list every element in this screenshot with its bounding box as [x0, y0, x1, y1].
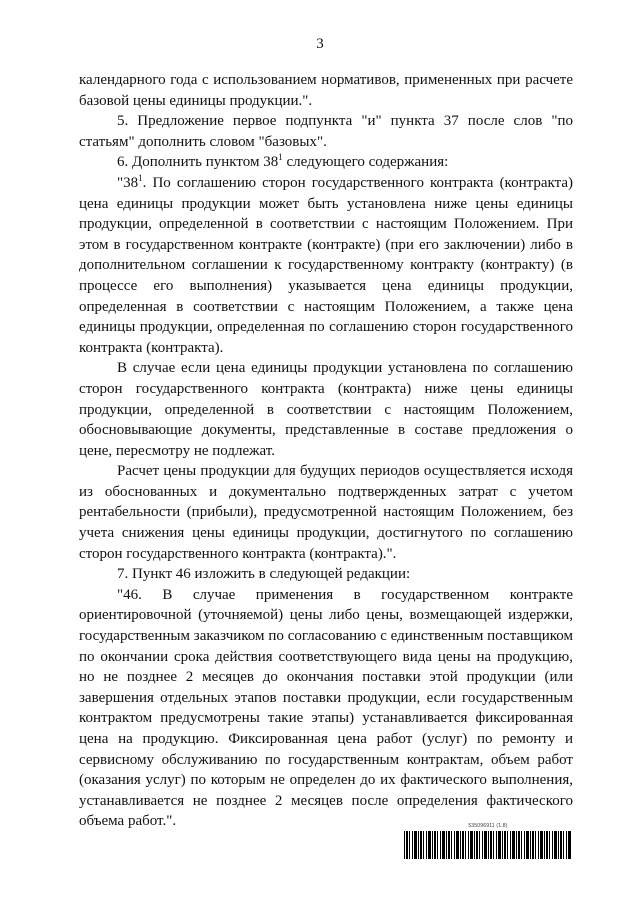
paragraph-item-7: 7. Пункт 46 изложить в следующей редакции:	[117, 566, 411, 583]
paragraph-future-periods: Расчет цены продукции для будущих периодов осуществляется исходя из обоснованных и документально подтвержденных затрат с учетом рентабельности (прибыли), предусмотренной настоящим Положением, без учета снижения цены единицы продукции, достигнутого по соглашению сторон государственного контракта (контракта).".	[79, 463, 573, 562]
point-38-1-text-end: . По соглашению сторон государственного контракта (контракта) цена единицы продукции может быть установлена ниже цены единицы продукции, определенной в соответствии с настоящим Положением. При этом в государственном контракте (контракте) (при его заключении) либо в дополнительном соглашении к государственному контракту (контракту) (в процессе его выполнения) указывается цена единицы продукции, определенная в соответствии с настоящим Положением, а также цена единицы продукции, определенная по соглашению сторон государственного контракта (контракта).	[79, 174, 573, 356]
point-38-1-superscript: 1	[138, 172, 143, 183]
point-38-1-text-start: "38	[117, 174, 139, 191]
item-6-superscript: 1	[278, 152, 283, 163]
paragraph-point-46: "46. В случае применения в государственном контракте ориентировочной (уточняемой) цены либо цены, возмещающей издержки, государственным заказчиком по согласованию с единственным поставщиком по окончании срока действия соответствующего вида цены на продукцию, но не позднее 2 месяцев до окончания поставки этой продукции (или завершения отдельных этапов поставки продукции, если государственным контрактом предусмотрены такие этапы) устанавливается фиксированная цена на продукцию. Фиксированная цена работ (услуг) по ремонту и сервисному обслуживанию по государственным контрактам, объем работ (оказания услуг) по которым не определен до их фактического выполнения, устанавливается не позднее 2 месяцев после определения фактического объема работ.".	[79, 586, 573, 830]
paragraph-continuation: календарного года с использованием нормативов, примененных при расчете базовой цены единицы продукции.".	[79, 72, 573, 109]
barcode-image	[404, 831, 572, 859]
item-6-text-end: следующего содержания:	[282, 154, 449, 171]
paragraph-point-38-1	[79, 173, 573, 358]
document-body	[79, 70, 573, 832]
page-number: 3	[316, 36, 324, 52]
paragraph-item-5: 5. Предложение первое подпункта "и" пункта 37 после слов "по статьям" дополнить словом "базовых".	[79, 113, 573, 150]
document-barcode-stamp	[404, 823, 572, 859]
paragraph-item-6	[79, 152, 573, 173]
paragraph-price-agreement: В случае если цена единицы продукции установлена по соглашению сторон государственного контракта (контракта) ниже цены единицы продукции, определенной в соответствии с настоящим Положением, обосновывающие документы, представленные в составе предложения о цене, пересмотру не подлежат.	[79, 360, 573, 459]
barcode-caption: 535096911 (1.8)	[468, 823, 508, 829]
item-6-text-start: 6. Дополнить пунктом 38	[117, 154, 279, 171]
